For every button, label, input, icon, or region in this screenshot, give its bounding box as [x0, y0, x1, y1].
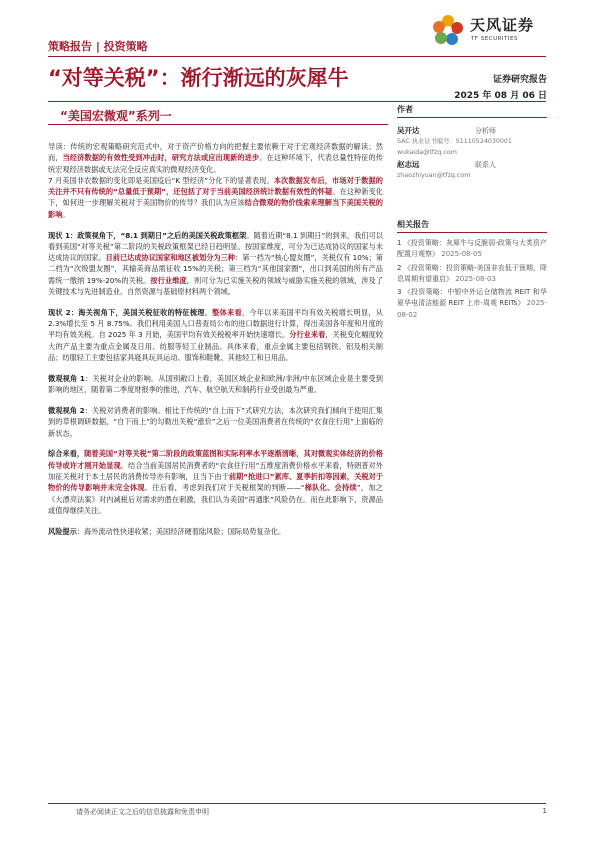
report-type: 证券研究报告	[492, 75, 547, 85]
flower-logo-icon	[430, 12, 466, 48]
page-number: 1	[542, 807, 547, 815]
status-2-paragraph: 现状 2：海关视角下，美国关税征收的特征梳理。整体来看，今年以来美国平均有效关税增长明显，从 2.3%增长至 5 月 8.75%。我们利用美国人口普查局公布的进口数据进行计算，得出美国各年度和月度的平均有效关税。自 2025 年 3 月始，美国平均有效关税税率开始快速增长。分行业来看，关税变化幅度较大的产品主要为重点金属及日用、纺服等轻工业制品。具体来看，重点金属主要包括钢铁、铝及相关制品；纺服轻工主要包括家具寝具玩具运动、服饰和鞋靴、其他轻工和日用品。	[48, 307, 383, 363]
subtitle-divider	[48, 124, 388, 125]
top-divider	[48, 56, 546, 57]
author-name: 吴开达	[397, 126, 420, 135]
related-report-item[interactable]: 3 《投资策略：中银中外运仓储物流 REIT 和华夏华电清洁能源 REIT 上市-周观 REITs》 2025-08-02	[397, 288, 547, 319]
title-divider	[48, 101, 546, 102]
status-1-paragraph: 现状 1：政策视角下，“8.1 到期日”之后的美国关税政策框架。随着近期“8.1 到期日”的到来，我们可以看到美国“对等关税”第二阶段的关税政策框架已经日趋明显。按国家维度，可分为已达成协议的国家与未达成协议的国家。目前已达成协议国家和地区被划分为三种：第一档为“核心盟友圈”，关税仅有 10%；第二档为“次级盟友圈”，其输美商品需征收 15%的关税；第三档为“其他国家圈”，出口到美国的所有产品需统一缴纳 19%-20%的关税。按行业维度，则可分为已实施关税的领域与威胁实施关税的领域，涉及了关键技术与先进制造业、自然资源与基础原材料两个领域。	[48, 230, 383, 297]
related-section	[397, 219, 547, 323]
author-role: 联系人	[475, 161, 496, 169]
authors-heading: 作者	[397, 105, 413, 114]
related-divider	[397, 232, 547, 233]
brand-en: TF SECURITIES	[471, 36, 518, 42]
brand-name: 天风证券	[470, 16, 535, 34]
authors-section	[397, 104, 547, 181]
summary-paragraph: 综合来看，随着美国“对等关税”第二阶段的政策蓝图和实际利率水平逐渐清晰，其对微观实体经济的价格传导或许才刚开始显现。结合当前美国居民消费者的“衣食住行用”五维度消费价格水平来看，特朗普对外加征关税对于本土居民的消费传导亦有影响，且当下由于前期“抢进口”累库、夏季折扣等因素，关税对于物价的传导影响并未完全体现。往后看，考虑到我们对于关税框架的判断——“梯队化、会持续”，加之《大漂亮法案》对内减税后对需求的潜在刺激，我们认为美国“再通胀”风险仍在。而在此影响下，资源品或值得继续关注。	[48, 449, 383, 515]
main-body	[48, 141, 383, 546]
series-subtitle: “美国宏微观”系列一	[60, 109, 172, 123]
micro-2-paragraph: 微观视角 2：关税对消费者的影响。相比于传统的“自上而下”式研究方法，本次研究我们倾向于使用汇集到的草根调研数据，“自下而上”的勾勒出关税“涨价”之后一位美国消费者在传统的“衣食住行用”上面临的新状态。	[48, 405, 383, 438]
author-email[interactable]: zhaozhiyuan@tfzq.com	[397, 172, 471, 179]
author-email[interactable]: wukaida@tfzq.com	[397, 149, 457, 156]
related-heading: 相关报告	[397, 220, 429, 229]
authors-divider	[397, 117, 547, 118]
page-title: “对等关税”：渐行渐远的灰犀牛	[48, 66, 349, 90]
intro-paragraph: 导读：传统的宏观策略研究范式中，对于资产价格方向的把握主要依赖于对于宏观经济数据的解读；然而，当经济数据的有效性受到冲击时，研究方法或应出现新的进步。在这种环境下，代表总量性特征的传统宏观经济数据或无法完全反应真实的微观经济变化。 7 月美国非农数据的变化即是美国疫后“K 型经济”分化下的显著表现。本次数据发布后，市场对于数据的关注并不只有传统的“总量低于预期”，还包括了对于当前美国经济统计数据有效性的怀疑。在这种新变化下，如何进一步理解关税对于美国物价的传导？我们认为应该结合微观的物价线索来理解当下美国关税的影响。	[48, 142, 383, 219]
author-role: 分析师	[475, 127, 496, 135]
report-date: 2025 年 08 月 06 日	[454, 91, 547, 101]
author-card	[397, 159, 547, 181]
author-name: 赵志远	[397, 160, 420, 169]
doc-type: 策略报告 | 投资策略	[48, 40, 148, 53]
brand-logo	[430, 12, 580, 52]
related-report-item[interactable]: 1 《投资策略：灰犀牛与反脆弱-政策与大类资产配置月观察》 2025-08-05	[397, 239, 547, 259]
author-license: SAC 执业证书编号：S1110524030001	[397, 138, 512, 145]
footer-disclaimer: 请务必阅读正文之后的信息披露和免责申明	[76, 808, 209, 816]
micro-1-paragraph: 微观视角 1：关税对企业的影响。从国别敞口上看，美国区域企业和欧洲/非洲/中东区域企业是主要受到影响的地区，随着第二季度财报季的推进，汽车、航空航天和制药行业受创最为严重。	[48, 373, 383, 395]
footer-divider	[48, 803, 546, 804]
risk-paragraph: 风险提示：海外流动性快速收紧；美国经济硬着陆风险；国际局势复杂化。	[48, 526, 286, 536]
author-card	[397, 125, 547, 158]
related-report-item[interactable]: 2 《投资策略：投资策略-美国非农低于预期，降息周期有望重启》 2025-08-03	[397, 263, 547, 283]
